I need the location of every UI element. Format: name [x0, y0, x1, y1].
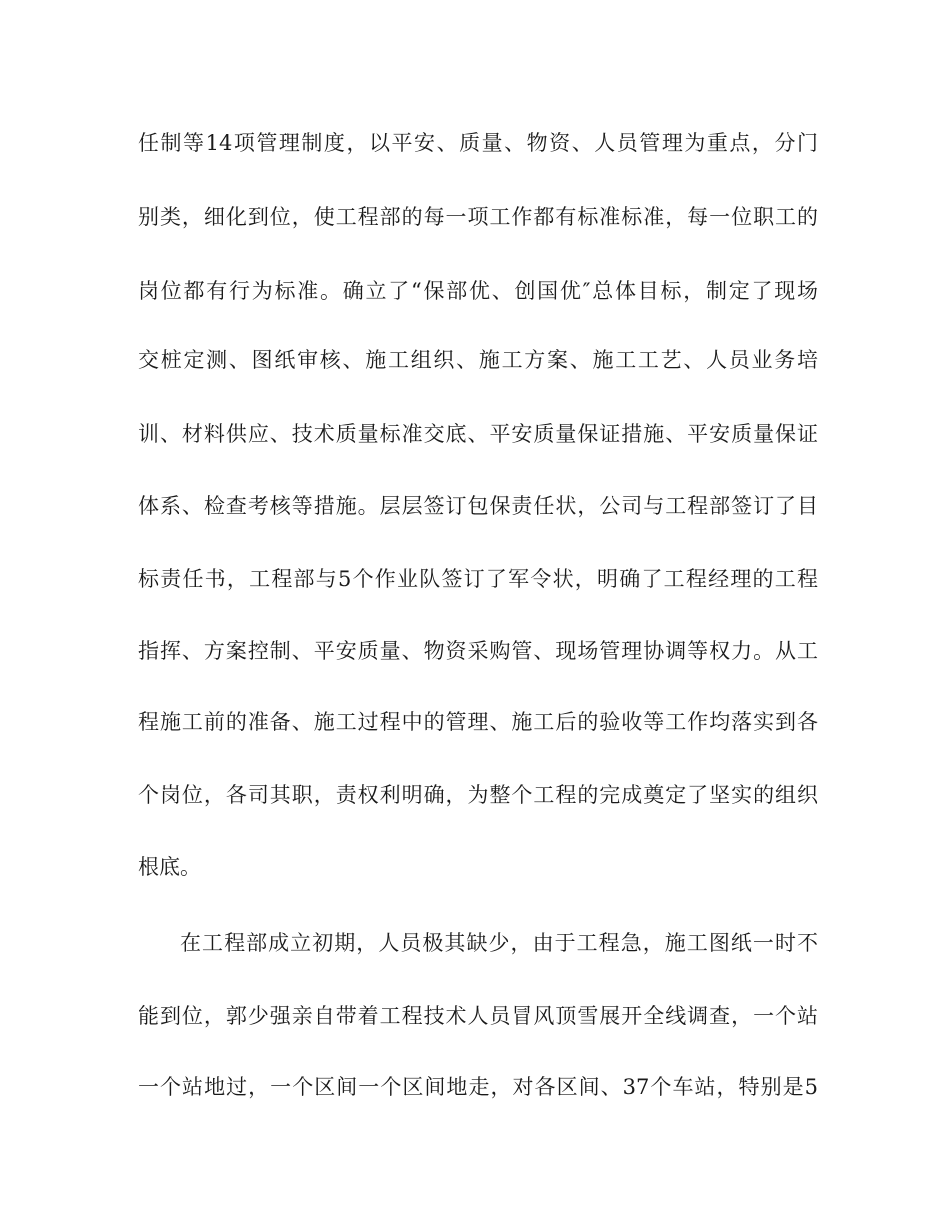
text-line-6: 体系、检查考核等措施。层层签订包保责任状，公司与工程部签订了目 [138, 494, 818, 518]
text-line-8: 指挥、方案控制、平安质量、物资采购管、现场管理协调等权力。从工 [138, 639, 818, 663]
text-line-11: 根底。 [138, 855, 201, 879]
text-line-13: 能到位，郭少强亲自带着工程技术人员冒风顶雪展开全线调查，一个站 [138, 1004, 818, 1028]
text-line-3: 岗位都有行为标准。确立了“保部优、创国优″总体目标，制定了现场 [138, 279, 818, 303]
text-line-2: 别类，细化到位，使工程部的每一项工作都有标准标准，每一位职工的 [138, 205, 818, 229]
text-line-14: 一个站地过，一个区间一个区间地走，对各区间、37个车站，特别是5 [138, 1075, 818, 1099]
text-line-12: 在工程部成立初期，人员极其缺少，由于工程急，施工图纸一时不 [180, 931, 818, 955]
text-line-10: 个岗位，各司其职，责权利明确，为整个工程的完成奠定了坚实的组织 [138, 783, 818, 807]
text-line-7: 标责任书，工程部与5个作业队签订了军令状，明确了工程经理的工程 [138, 567, 818, 591]
text-line-9: 程施工前的准备、施工过程中的管理、施工后的验收等工作均落实到各 [138, 710, 818, 734]
text-line-1: 任制等14项管理制度，以平安、质量、物资、人员管理为重点，分门 [138, 131, 818, 155]
text-line-4: 交桩定测、图纸审核、施工组织、施工方案、施工工艺、人员业务培 [138, 348, 818, 372]
text-line-5: 训、材料供应、技术质量标准交底、平安质量保证措施、平安质量保证 [138, 422, 818, 446]
